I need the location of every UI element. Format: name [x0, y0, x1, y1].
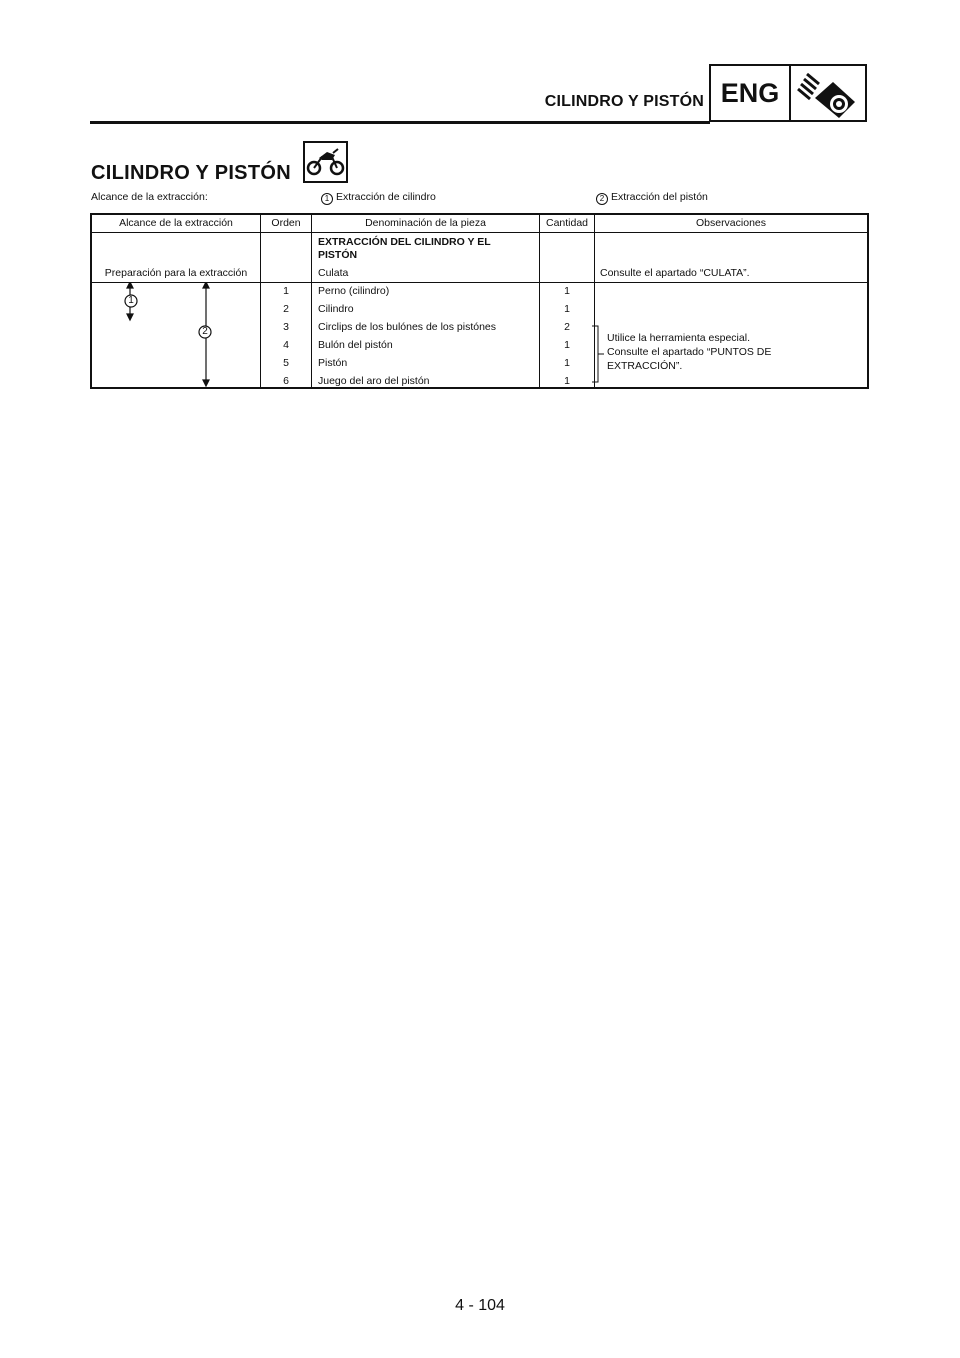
scope-item-1-marker: 1	[321, 193, 333, 205]
row-part: Bulón del pistón	[318, 339, 393, 351]
row-order: 5	[283, 357, 289, 369]
row-order: 4	[283, 339, 289, 351]
row-qty: 2	[564, 321, 570, 333]
header-qty: Cantidad	[545, 217, 589, 229]
row-part: Juego del aro del pistón	[318, 375, 430, 387]
row-order: 6	[283, 375, 289, 387]
running-header-title: CILINDRO Y PISTÓN	[544, 93, 704, 110]
range-marker-1: 1	[128, 295, 134, 306]
scope-label: Alcance de la extracción:	[91, 191, 208, 203]
row-qty: 1	[564, 357, 570, 369]
row-qty: 1	[564, 303, 570, 315]
header-rule	[90, 121, 710, 124]
row-order: 2	[283, 303, 289, 315]
engine-piston-icon	[793, 68, 865, 125]
header-scope: Alcance de la extracción	[119, 217, 233, 229]
row-order: 3	[283, 321, 289, 333]
row-part: Pistón	[318, 357, 348, 369]
header-part: Denominación de la pieza	[365, 217, 486, 229]
prep-heading-line1: EXTRACCIÓN DEL CILINDRO Y EL	[318, 236, 491, 248]
row-part: Circlips de los bulónes de los pistónes	[318, 321, 497, 333]
motorcycle-icon	[303, 141, 348, 183]
row-qty: 1	[564, 375, 570, 387]
section-tab	[709, 64, 867, 122]
page-number: 4 - 104	[455, 1297, 505, 1314]
prep-heading-line2: PISTÓN	[318, 249, 358, 261]
remarks-line-1: Utilice la herramienta especial.	[607, 332, 750, 344]
scope-item-2-marker: 2	[596, 193, 608, 205]
remarks-bracket	[592, 325, 606, 385]
range-arrows	[92, 282, 260, 387]
row-divider	[92, 232, 867, 233]
row-part: Perno (cilindro)	[318, 285, 390, 297]
row-qty: 1	[564, 339, 570, 351]
prep-remarks: Consulte el apartado “CULATA”.	[600, 267, 750, 279]
section-title: CILINDRO Y PISTÓN	[91, 162, 291, 184]
scope-item-1-label: Extracción de cilindro	[336, 191, 436, 203]
header-order: Orden	[271, 217, 301, 229]
disassembly-table	[90, 213, 869, 389]
section-tab-label: ENG	[711, 66, 791, 120]
scope-item-1	[321, 191, 436, 205]
remarks-line-3: EXTRACCIÓN”.	[607, 360, 683, 372]
scope-item-2-label: Extracción del pistón	[611, 191, 708, 203]
header-remarks: Observaciones	[695, 217, 767, 229]
scope-item-2	[596, 191, 708, 205]
range-marker-2: 2	[202, 326, 208, 337]
row-qty: 1	[564, 285, 570, 297]
prep-scope: Preparación para la extracción	[104, 267, 248, 279]
remarks-line-2: Consulte el apartado “PUNTOS DE	[607, 346, 772, 358]
column-divider	[311, 215, 312, 387]
prep-part: Culata	[318, 267, 349, 279]
row-order: 1	[283, 285, 289, 297]
row-part: Cilindro	[318, 303, 354, 315]
